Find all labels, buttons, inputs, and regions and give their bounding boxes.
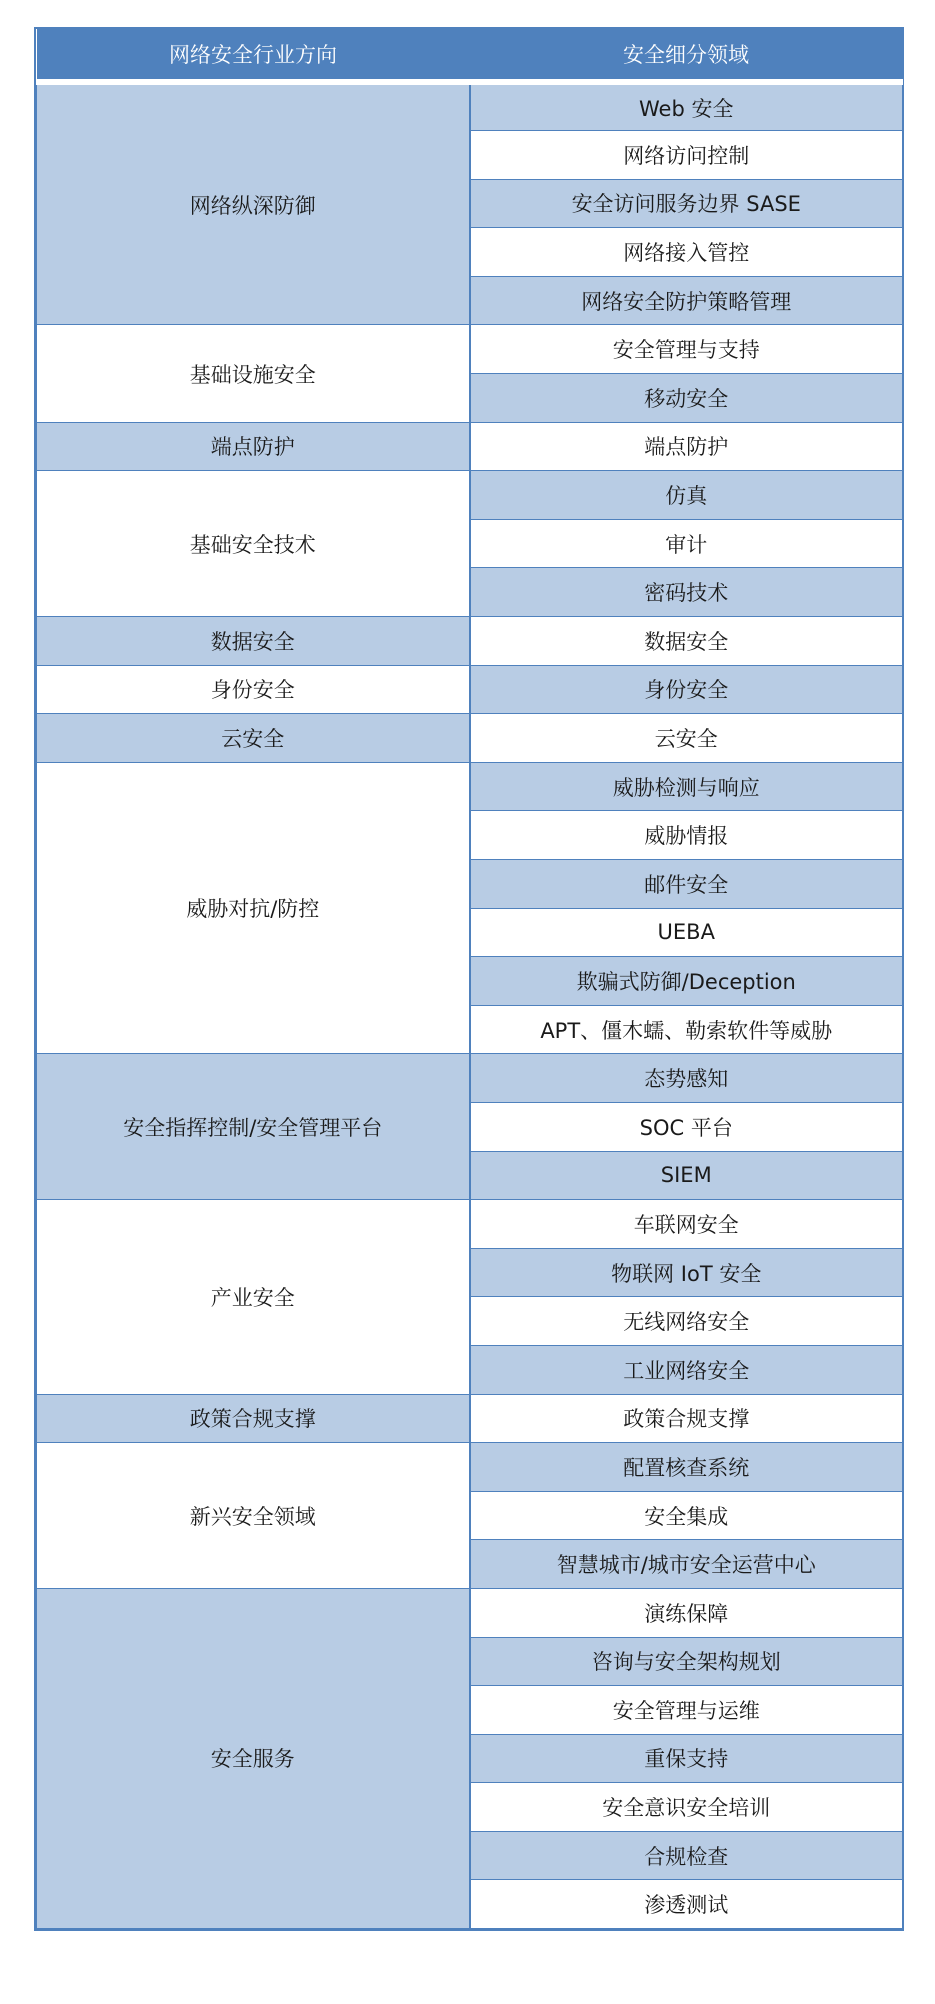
subfield-cell: 网络接入管控 (470, 228, 903, 277)
subfield-cell: 安全意识安全培训 (470, 1783, 903, 1832)
table-row (37, 762, 903, 811)
subfield-cell: 端点防护 (470, 422, 903, 471)
direction-cell: 政策合规支撑 (37, 1394, 470, 1443)
direction-cell: 云安全 (37, 714, 470, 763)
subfield-cell: 数据安全 (470, 617, 903, 666)
direction-cell: 数据安全 (37, 617, 470, 666)
subfield-cell: 无线网络安全 (470, 1297, 903, 1346)
table-row (37, 1394, 903, 1443)
subfield-cell: 配置核查系统 (470, 1443, 903, 1492)
subfield-cell: 密码技术 (470, 568, 903, 617)
subfield-cell: SIEM (470, 1151, 903, 1200)
subfield-cell: 威胁检测与响应 (470, 762, 903, 811)
subfield-cell: SOC 平台 (470, 1102, 903, 1151)
subfield-cell: 演练保障 (470, 1588, 903, 1637)
subfield-cell: 车联网安全 (470, 1200, 903, 1249)
subfield-cell: 重保支持 (470, 1734, 903, 1783)
table-row (37, 617, 903, 666)
table-row (37, 1054, 903, 1103)
direction-cell: 基础安全技术 (37, 471, 470, 617)
direction-cell: 基础设施安全 (37, 325, 470, 422)
subfield-cell: 身份安全 (470, 665, 903, 714)
subfield-cell: 审计 (470, 519, 903, 568)
header-row (37, 29, 903, 82)
table-row (37, 714, 903, 763)
industry-table-container (34, 27, 904, 1931)
subfield-cell: 仿真 (470, 471, 903, 520)
subfield-cell: 咨询与安全架构规划 (470, 1637, 903, 1686)
subfield-cell: 态势感知 (470, 1054, 903, 1103)
table-body (37, 82, 903, 1929)
table-row (37, 325, 903, 374)
direction-cell: 威胁对抗/防控 (37, 762, 470, 1054)
subfield-cell: 安全访问服务边界 SASE (470, 179, 903, 228)
subfield-cell: 安全集成 (470, 1491, 903, 1540)
subfield-cell: 安全管理与运维 (470, 1686, 903, 1735)
direction-cell: 安全指挥控制/安全管理平台 (37, 1054, 470, 1200)
direction-cell: 端点防护 (37, 422, 470, 471)
header-subfield: 安全细分领域 (470, 29, 903, 82)
subfield-cell: 政策合规支撑 (470, 1394, 903, 1443)
subfield-cell: APT、僵木蠕、勒索软件等威胁 (470, 1005, 903, 1054)
table-row (37, 422, 903, 471)
subfield-cell: Web 安全 (470, 82, 903, 131)
table-row (37, 1200, 903, 1249)
subfield-cell: 网络访问控制 (470, 131, 903, 180)
direction-cell: 新兴安全领域 (37, 1443, 470, 1589)
subfield-cell: 合规检查 (470, 1831, 903, 1880)
subfield-cell: UEBA (470, 908, 903, 957)
table-row (37, 471, 903, 520)
subfield-cell: 工业网络安全 (470, 1345, 903, 1394)
direction-cell: 产业安全 (37, 1200, 470, 1394)
direction-cell: 网络纵深防御 (37, 82, 470, 325)
subfield-cell: 威胁情报 (470, 811, 903, 860)
direction-cell: 安全服务 (37, 1588, 470, 1928)
industry-table (36, 29, 903, 1929)
subfield-cell: 网络安全防护策略管理 (470, 276, 903, 325)
subfield-cell: 邮件安全 (470, 860, 903, 909)
direction-cell: 身份安全 (37, 665, 470, 714)
subfield-cell: 欺骗式防御/Deception (470, 957, 903, 1006)
header-direction: 网络安全行业方向 (37, 29, 470, 82)
subfield-cell: 云安全 (470, 714, 903, 763)
table-row (37, 665, 903, 714)
subfield-cell: 渗透测试 (470, 1880, 903, 1929)
subfield-cell: 物联网 IoT 安全 (470, 1248, 903, 1297)
subfield-cell: 安全管理与支持 (470, 325, 903, 374)
subfield-cell: 移动安全 (470, 374, 903, 423)
table-row (37, 1443, 903, 1492)
table-row (37, 1588, 903, 1637)
subfield-cell: 智慧城市/城市安全运营中心 (470, 1540, 903, 1589)
table-row (37, 82, 903, 131)
